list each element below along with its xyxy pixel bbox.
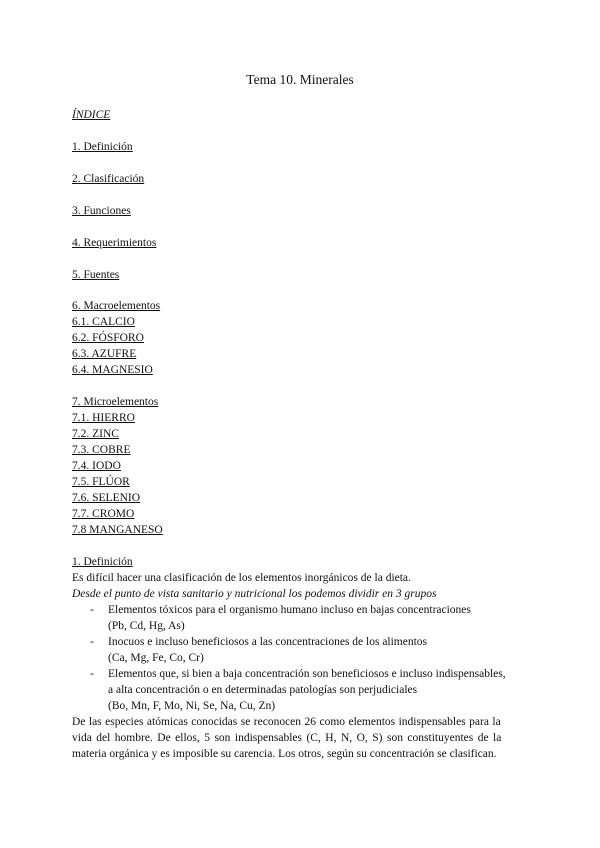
bullet-text: Elementos tóxicos para el organismo humano incluso en bajas concentraciones: [108, 604, 471, 616]
index-group-1: [72, 139, 532, 155]
index-link-cromo[interactable]: 7.7. CROMO: [72, 508, 135, 520]
bullet-list: [72, 602, 532, 714]
index-heading-block: [72, 107, 532, 123]
bullet-marker: -: [90, 636, 94, 648]
index-link-fluor[interactable]: 7.5. FLÚOR: [72, 476, 130, 488]
page-title: Tema 10. Minerales: [246, 72, 354, 87]
section-definicion: [72, 554, 532, 762]
index-link-iodo[interactable]: 7.4. IODO: [72, 460, 121, 472]
closing-paragraph-line-1: De las especies atómicas conocidas se reconocen 26 como elementos indispensables para la: [72, 716, 501, 728]
section-subintro: Desde el punto de vista sanitario y nutricional los podemos dividir en 3 grupos: [72, 588, 437, 600]
index-link-magnesio[interactable]: 6.4. MAGNESIO: [72, 364, 153, 376]
index-link-definicion[interactable]: 1. Definición: [72, 141, 133, 153]
index-link-funciones[interactable]: 3. Funciones: [72, 205, 131, 217]
index-link-hierro[interactable]: 7.1. HIERRO: [72, 412, 135, 424]
bullet-text: a alta concentración o en determinadas patologías son perjudiciales: [108, 684, 418, 696]
bullet-text: (Ca, Mg, Fe, Co, Cr): [108, 652, 204, 664]
closing-paragraph-line-2: vida del hombre. De ellos, 5 son indispensables (C, H, N, O, S) son constituyentes de la: [72, 732, 502, 744]
index-link-zinc[interactable]: 7.2. ZINC: [72, 428, 119, 440]
list-item: [72, 634, 532, 666]
bullet-text: Elementos que, si bien a baja concentración son beneficiosos e incluso indispensables,: [108, 668, 506, 680]
index-link-calcio[interactable]: 6.1. CALCIO: [72, 316, 135, 328]
index-link-fosforo[interactable]: 6.2. FÓSFORO: [72, 332, 144, 344]
index-link-macroelementos[interactable]: 6. Macroelementos: [72, 300, 161, 312]
index-link-requerimientos[interactable]: 4. Requerimientos: [72, 237, 157, 249]
index-link-microelementos[interactable]: 7. Microelementos: [72, 396, 159, 408]
index-link-fuentes[interactable]: 5. Fuentes: [72, 269, 120, 281]
index-group-2: [72, 171, 532, 187]
index-group-6: [72, 298, 532, 378]
list-item: [72, 602, 532, 634]
index-link-azufre[interactable]: 6.3. AZUFRE: [72, 348, 137, 360]
index-link-selenio[interactable]: 7.6. SELENIO: [72, 492, 141, 504]
section-heading: 1. Definición: [72, 556, 133, 568]
bullet-text: (Pb, Cd, Hg, As): [108, 620, 185, 632]
index-link-clasificacion[interactable]: 2. Clasificación: [72, 173, 145, 185]
bullet-text: (Bo, Mn, F, Mo, Ni, Se, Na, Cu, Zn): [108, 700, 276, 712]
index-group-3: [72, 203, 532, 219]
index-link-cobre[interactable]: 7.3. COBRE: [72, 444, 131, 456]
bullet-marker: -: [90, 668, 94, 680]
index-link-manganeso[interactable]: 7.8 MANGANESO: [72, 524, 163, 536]
index-group-7: [72, 394, 532, 538]
index-group-5: [72, 267, 532, 283]
closing-paragraph-line-3: materia orgánica y es imposible su carencia. Los otros, según su concentración se clasifican.: [72, 748, 497, 760]
index-heading: ÍNDICE: [72, 109, 111, 121]
list-item: [72, 666, 532, 714]
section-intro: Es difícil hacer una clasificación de los elementos inorgánicos de la dieta.: [72, 572, 411, 584]
bullet-text: Inocuos e incluso beneficiosos a las concentraciones de los alimentos: [108, 636, 428, 648]
bullet-marker: -: [90, 604, 94, 616]
index-group-4: [72, 235, 532, 251]
